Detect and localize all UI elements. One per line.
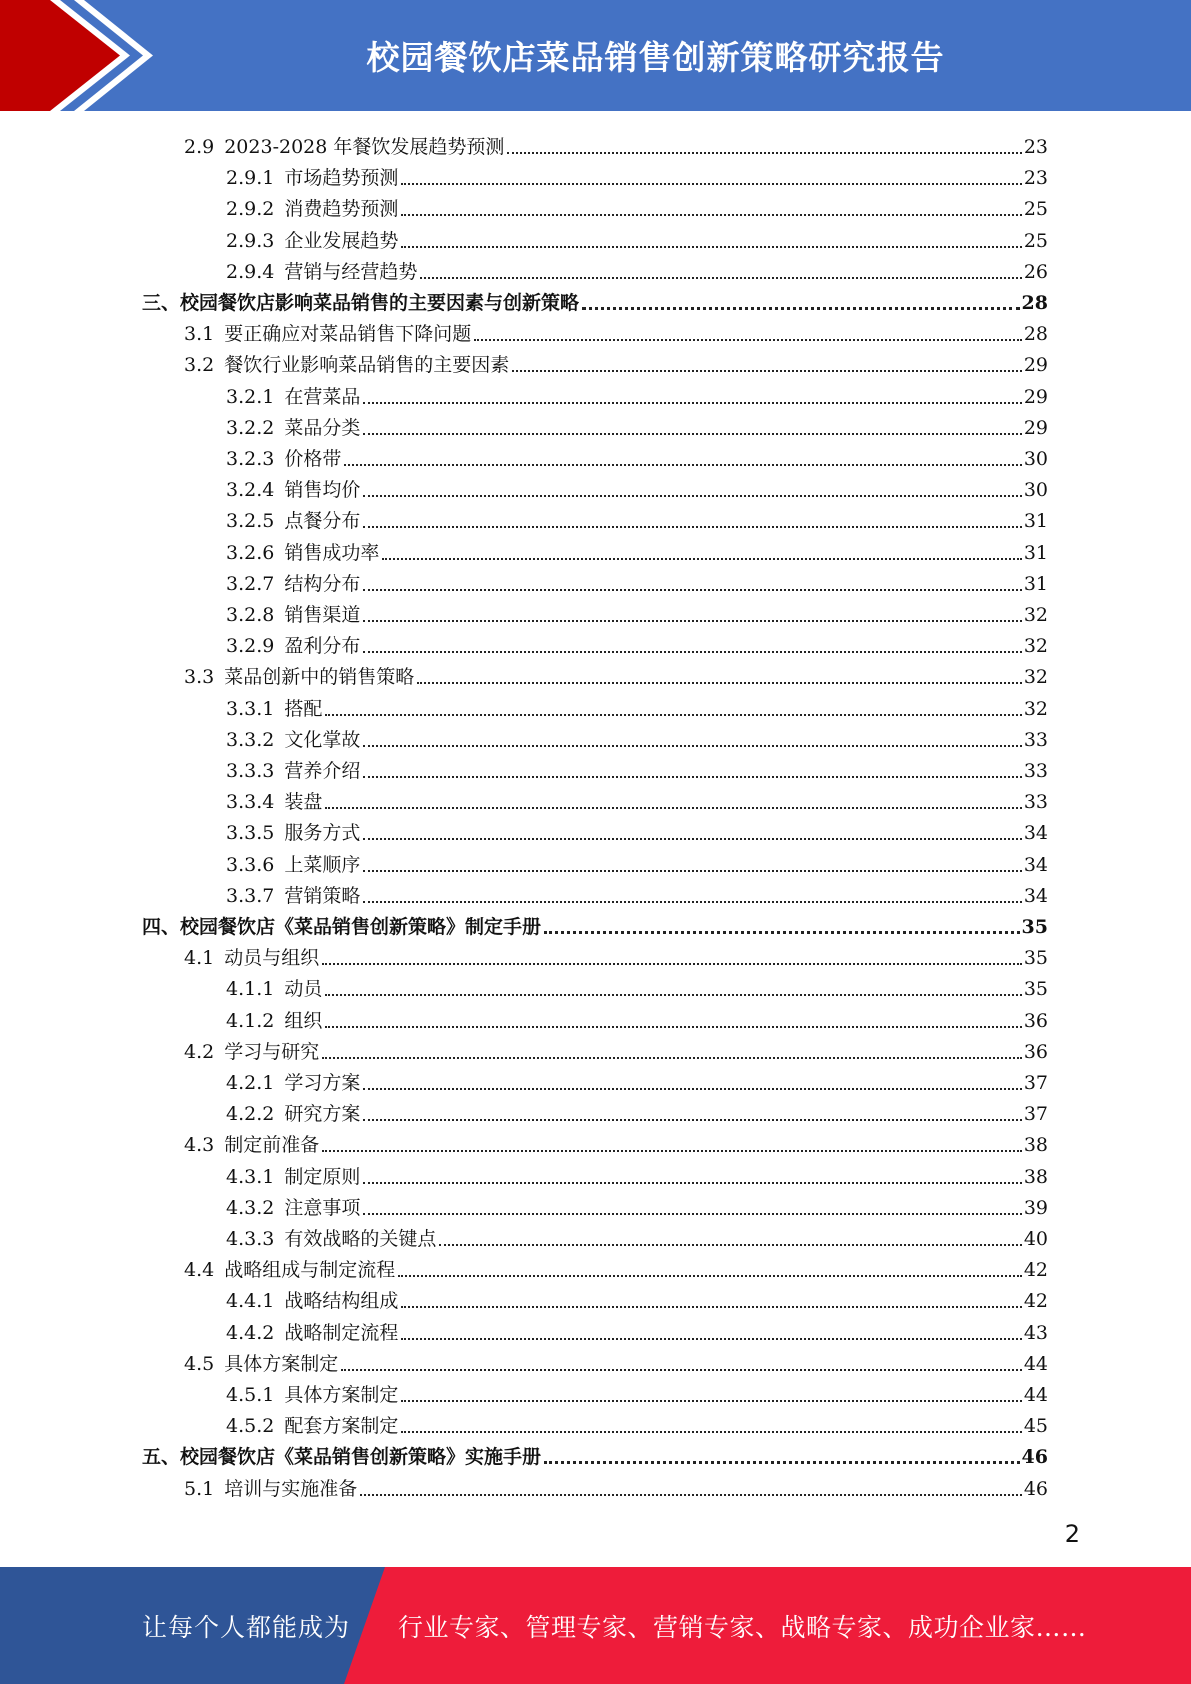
- toc-entry[interactable]: [226, 1001, 1048, 1032]
- toc-entry-page: 42: [1023, 1290, 1048, 1313]
- toc-entry-page: 29: [1023, 354, 1048, 377]
- toc-entry-title: 餐饮行业影响菜品销售的主要因素: [224, 354, 510, 377]
- toc-entry-title: 服务方式: [284, 822, 361, 845]
- toc-dot-leader: [360, 1494, 1022, 1496]
- toc-entry-title: 要正确应对菜品销售下降问题: [224, 323, 472, 346]
- toc-entry-title: 装盘: [284, 791, 323, 814]
- toc-entry-page: 46: [1021, 1446, 1048, 1469]
- toc-dot-leader: [439, 1244, 1021, 1246]
- red-chevron-logo: [0, 0, 160, 111]
- toc-dot-leader: [363, 402, 1021, 404]
- toc-entry-title: 文化掌故: [284, 728, 361, 751]
- toc-dot-leader: [341, 1369, 1022, 1371]
- toc-dot-leader: [363, 620, 1021, 622]
- footer-slogan: 让每个人都能成为: [142, 1612, 351, 1642]
- toc-entry-number: 4.1.1: [226, 978, 275, 1001]
- toc-entry-title: 市场趋势预测: [284, 167, 399, 190]
- toc-entry[interactable]: [226, 158, 1048, 189]
- toc-entry-title: 学习与研究: [224, 1040, 320, 1063]
- toc-entry-title: 销售成功率: [284, 541, 380, 564]
- toc-entry-page: 36: [1023, 1009, 1048, 1032]
- toc-entry[interactable]: [226, 751, 1048, 782]
- toc-dot-leader: [363, 1182, 1021, 1184]
- toc-entry[interactable]: [184, 127, 1048, 158]
- toc-entry-title: 营销策略: [284, 884, 361, 907]
- toc-entry-title: 学习方案: [284, 1072, 361, 1094]
- page-number: 2: [1064, 1520, 1080, 1548]
- toc-dot-leader: [417, 682, 1022, 684]
- toc-entry-title: 在营菜品: [284, 385, 361, 408]
- toc-entry-number: 3.2: [184, 354, 215, 377]
- toc-entry-number: 3.2.4: [226, 479, 275, 502]
- toc-entry-number: 4.4: [184, 1259, 215, 1282]
- toc-entry-title: 配套方案制定: [284, 1415, 399, 1438]
- toc-entry-number: 3.2.2: [226, 416, 275, 439]
- toc-entry[interactable]: [226, 1157, 1048, 1188]
- toc-entry-title: 营销与经营趋势: [284, 260, 418, 283]
- toc-dot-leader: [401, 1400, 1021, 1402]
- toc-entry[interactable]: [226, 720, 1048, 751]
- toc-entry-page: 38: [1023, 1134, 1048, 1157]
- toc-entry-title: 制定前准备: [224, 1134, 320, 1157]
- toc-dot-leader: [582, 307, 1020, 310]
- toc-entry-number: 2.9.3: [226, 229, 275, 252]
- toc-entry-title: 具体方案制定: [284, 1384, 399, 1406]
- toc-entry-title: 销售渠道: [284, 604, 361, 626]
- toc-entry[interactable]: [226, 189, 1048, 220]
- toc-entry-number: 2.9.1: [226, 167, 275, 190]
- toc-entry[interactable]: [226, 845, 1048, 876]
- toc-entry-title: 战略制定流程: [284, 1321, 399, 1344]
- toc-entry-page: 29: [1023, 416, 1048, 439]
- toc-entry-title: 培训与实施准备: [224, 1477, 358, 1500]
- toc-entry-number: 2.9.2: [226, 198, 275, 221]
- toc-entry[interactable]: [226, 1188, 1048, 1219]
- toc-entry-title: 2023-2028 年餐饮发展趋势预测: [224, 136, 505, 158]
- toc-dot-leader: [325, 714, 1021, 716]
- toc-entry[interactable]: [226, 626, 1048, 657]
- toc-dot-leader: [325, 994, 1021, 996]
- toc-entry-page: 34: [1023, 853, 1048, 876]
- toc-entry[interactable]: [184, 1125, 1048, 1156]
- toc-entry-page: 23: [1023, 136, 1048, 158]
- toc-entry[interactable]: [226, 1281, 1048, 1312]
- toc-entry-number: 四、: [142, 916, 181, 938]
- toc-entry-number: 4.2.1: [226, 1072, 275, 1094]
- toc-entry-page: 31: [1023, 572, 1048, 595]
- toc-entry-title: 上菜顺序: [284, 853, 361, 876]
- toc-entry-title: 制定原则: [284, 1165, 361, 1188]
- toc-dot-leader: [363, 1088, 1021, 1090]
- toc-entry-page: 34: [1023, 822, 1048, 845]
- toc-dot-leader: [363, 526, 1021, 528]
- toc-entry-number: 3.2.7: [226, 572, 275, 595]
- toc-entry[interactable]: [226, 1313, 1048, 1344]
- toc-dot-leader: [325, 1026, 1021, 1028]
- toc-entry-number: 3.3.4: [226, 791, 275, 814]
- toc-entry-number: 3.3.5: [226, 822, 275, 845]
- toc-entry-page: 30: [1023, 479, 1048, 502]
- toc-entry[interactable]: [226, 1063, 1048, 1094]
- footer-banner: [0, 1567, 1191, 1684]
- toc-entry[interactable]: [184, 345, 1048, 376]
- toc-entry-page: 37: [1023, 1103, 1048, 1126]
- toc-dot-leader: [322, 1057, 1022, 1059]
- toc-entry-title: 动员与组织: [224, 947, 320, 970]
- toc-entry-number: 4.1.2: [226, 1009, 275, 1032]
- toc-entry-number: 5.1: [184, 1477, 215, 1500]
- toc-entry-page: 28: [1021, 292, 1048, 314]
- toc-dot-leader: [401, 1306, 1021, 1308]
- toc-entry-number: 4.3: [184, 1134, 215, 1157]
- toc-dot-leader: [363, 651, 1021, 653]
- toc-entry-title: 消费趋势预测: [284, 198, 399, 221]
- toc-entry-number: 3.3.2: [226, 728, 275, 751]
- toc-entry[interactable]: [226, 1375, 1048, 1406]
- toc-dot-leader: [344, 464, 1021, 466]
- toc-entry[interactable]: [226, 501, 1048, 532]
- toc-entry-page: 31: [1023, 510, 1048, 533]
- toc-entry-title: 点餐分布: [284, 510, 361, 533]
- toc-entry[interactable]: [226, 689, 1048, 720]
- toc-dot-leader: [363, 1119, 1021, 1121]
- toc-entry-number: 4.1: [184, 947, 215, 970]
- toc-entry[interactable]: [184, 1344, 1048, 1375]
- toc-entry-title: 搭配: [284, 697, 323, 720]
- toc-entry-number: 3.3.3: [226, 760, 275, 782]
- toc-entry-page: 42: [1023, 1259, 1048, 1282]
- toc-entry[interactable]: [226, 470, 1048, 501]
- toc-entry-number: 五、: [142, 1446, 181, 1469]
- toc-dot-leader: [544, 1461, 1020, 1464]
- toc-entry-number: 4.5.2: [226, 1415, 275, 1438]
- toc-dot-leader: [363, 1213, 1021, 1215]
- toc-entry[interactable]: [226, 969, 1048, 1000]
- toc-entry[interactable]: [184, 1469, 1048, 1500]
- toc-dot-leader: [401, 1431, 1021, 1433]
- document-title: 校园餐饮店菜品销售创新策略研究报告: [366, 38, 945, 77]
- toc-entry-page: 33: [1023, 791, 1048, 814]
- toc-dot-leader: [363, 495, 1021, 497]
- toc-entry[interactable]: [226, 377, 1048, 408]
- toc-entry-title: 具体方案制定: [224, 1352, 339, 1375]
- toc-entry-page: 25: [1023, 229, 1048, 252]
- toc-entry-page: 32: [1023, 697, 1048, 720]
- toc-dot-leader: [544, 931, 1020, 934]
- toc-entry-number: 3.2.8: [226, 604, 275, 626]
- toc-dot-leader: [322, 963, 1022, 965]
- toc-entry-title: 校园餐饮店影响菜品销售的主要因素与创新策略: [180, 292, 580, 314]
- toc-entry-title: 价格带: [284, 448, 342, 470]
- toc-entry-page: 28: [1023, 323, 1048, 346]
- toc-entry[interactable]: [226, 1219, 1048, 1250]
- toc-entry-number: 3.3.7: [226, 884, 275, 907]
- toc-entry-number: 3.2.6: [226, 541, 275, 564]
- toc-entry-page: 32: [1023, 604, 1048, 626]
- toc-entry-page: 23: [1023, 167, 1048, 190]
- toc-entry[interactable]: [226, 1094, 1048, 1125]
- toc-dot-leader: [363, 870, 1021, 872]
- toc-dot-leader: [363, 745, 1021, 747]
- toc-dot-leader: [474, 339, 1022, 341]
- toc-entry-page: 33: [1023, 728, 1048, 751]
- toc-entry-page: 39: [1023, 1196, 1048, 1219]
- toc-entry-page: 34: [1023, 884, 1048, 907]
- toc-dot-leader: [398, 1275, 1022, 1277]
- toc-entry-number: 4.2.2: [226, 1103, 275, 1126]
- toc-entry[interactable]: [226, 876, 1048, 907]
- toc-entry[interactable]: [184, 657, 1048, 688]
- toc-dot-leader: [363, 433, 1021, 435]
- toc-entry-title: 销售均价: [284, 479, 361, 502]
- toc-entry-page: 38: [1023, 1165, 1048, 1188]
- toc-dot-leader: [363, 838, 1021, 840]
- toc-entry-page: 46: [1023, 1477, 1048, 1500]
- toc-entry-title: 盈利分布: [284, 635, 361, 658]
- toc-entry-number: 4.2: [184, 1040, 215, 1063]
- toc-entry-title: 组织: [284, 1009, 323, 1032]
- toc-entry-title: 校园餐饮店《菜品销售创新策略》实施手册: [180, 1446, 542, 1469]
- toc-dot-leader: [322, 1150, 1022, 1152]
- toc-entry-title: 结构分布: [284, 572, 361, 595]
- toc-entry-page: 32: [1023, 666, 1048, 689]
- toc-entry-page: 43: [1023, 1321, 1048, 1344]
- toc-entry-number: 2.9.4: [226, 260, 275, 283]
- toc-entry-title: 菜品分类: [284, 416, 361, 439]
- toc-entry[interactable]: [142, 1437, 1048, 1468]
- toc-entry-page: 26: [1023, 260, 1048, 283]
- toc-entry-number: 3.2.3: [226, 448, 275, 470]
- toc-entry-title: 企业发展趋势: [284, 229, 399, 252]
- toc-entry-title: 研究方案: [284, 1103, 361, 1126]
- toc-entry-number: 三、: [142, 292, 181, 314]
- toc-entry-title: 战略结构组成: [284, 1290, 399, 1313]
- toc-entry[interactable]: [226, 782, 1048, 813]
- toc-dot-leader: [401, 246, 1021, 248]
- toc-entry[interactable]: [184, 314, 1048, 345]
- toc-entry-title: 营养介绍: [284, 760, 361, 782]
- toc-entry-number: 4.3.3: [226, 1228, 275, 1250]
- toc-entry[interactable]: [226, 564, 1048, 595]
- toc-dot-leader: [401, 214, 1021, 216]
- toc-entry-page: 35: [1023, 978, 1048, 1001]
- toc-entry[interactable]: [184, 1250, 1048, 1281]
- toc-entry-number: 3.3.6: [226, 853, 275, 876]
- toc-entry-number: 4.4.1: [226, 1290, 275, 1313]
- toc-entry-title: 有效战略的关键点: [284, 1228, 437, 1250]
- toc-dot-leader: [382, 558, 1021, 560]
- toc-entry-page: 30: [1023, 448, 1048, 470]
- toc-dot-leader: [507, 152, 1021, 154]
- toc-entry-page: 33: [1023, 760, 1048, 782]
- toc-entry-title: 战略组成与制定流程: [224, 1259, 396, 1282]
- toc-entry-number: 3.2.1: [226, 385, 275, 408]
- toc-dot-leader: [401, 1338, 1021, 1340]
- footer-roles: 行业专家、管理专家、营销专家、战略专家、成功企业家……: [398, 1612, 1087, 1642]
- toc-entry[interactable]: [142, 283, 1048, 314]
- toc-entry-page: 36: [1023, 1040, 1048, 1063]
- toc-entry-number: 4.3.2: [226, 1196, 275, 1219]
- toc-entry-page: 31: [1023, 541, 1048, 564]
- toc-entry-page: 44: [1023, 1352, 1048, 1375]
- toc-entry-page: 35: [1021, 916, 1048, 938]
- toc-entry-page: 29: [1023, 385, 1048, 408]
- toc-entry[interactable]: [184, 1032, 1048, 1063]
- toc-entry[interactable]: [226, 408, 1048, 439]
- toc-entry-number: 4.5: [184, 1352, 215, 1375]
- toc-entry[interactable]: [184, 938, 1048, 969]
- toc-entry-page: 25: [1023, 198, 1048, 221]
- toc-entry[interactable]: [226, 533, 1048, 564]
- toc-entry-number: 3.1: [184, 323, 215, 346]
- toc-entry[interactable]: [226, 813, 1048, 844]
- toc-entry-title: 校园餐饮店《菜品销售创新策略》制定手册: [180, 916, 542, 938]
- toc-entry-page: 35: [1023, 947, 1048, 970]
- toc-entry-page: 44: [1023, 1384, 1048, 1406]
- toc-entry-title: 动员: [284, 978, 323, 1001]
- toc-entry-title: 菜品创新中的销售策略: [224, 666, 415, 689]
- toc-dot-leader: [363, 901, 1021, 903]
- header-banner: [0, 0, 1191, 111]
- toc-entry-number: 2.9: [184, 136, 215, 158]
- toc-entry[interactable]: [226, 595, 1048, 626]
- toc-dot-leader: [401, 183, 1021, 185]
- toc-entry-number: 3.2.5: [226, 510, 275, 533]
- toc-entry-number: 4.5.1: [226, 1384, 275, 1406]
- toc-entry-title: 注意事项: [284, 1196, 361, 1219]
- toc-entry[interactable]: [142, 907, 1048, 938]
- toc-dot-leader: [420, 277, 1021, 279]
- toc-entry[interactable]: [226, 439, 1048, 470]
- toc-entry-number: 4.4.2: [226, 1321, 275, 1344]
- toc-entry[interactable]: [226, 252, 1048, 283]
- toc-entry[interactable]: [226, 221, 1048, 252]
- toc-entry[interactable]: [226, 1406, 1048, 1437]
- toc-dot-leader: [512, 370, 1022, 372]
- toc-entry-page: 37: [1023, 1072, 1048, 1094]
- toc-entry-page: 32: [1023, 635, 1048, 658]
- toc-entry-number: 3.3.1: [226, 697, 275, 720]
- toc-dot-leader: [363, 776, 1021, 778]
- toc-dot-leader: [325, 807, 1021, 809]
- toc-entry-page: 40: [1023, 1228, 1048, 1250]
- toc-entry-number: 3.3: [184, 666, 215, 689]
- toc-entry-page: 45: [1023, 1415, 1048, 1438]
- toc-dot-leader: [363, 589, 1021, 591]
- toc-entry-number: 3.2.9: [226, 635, 275, 658]
- toc-entry-number: 4.3.1: [226, 1165, 275, 1188]
